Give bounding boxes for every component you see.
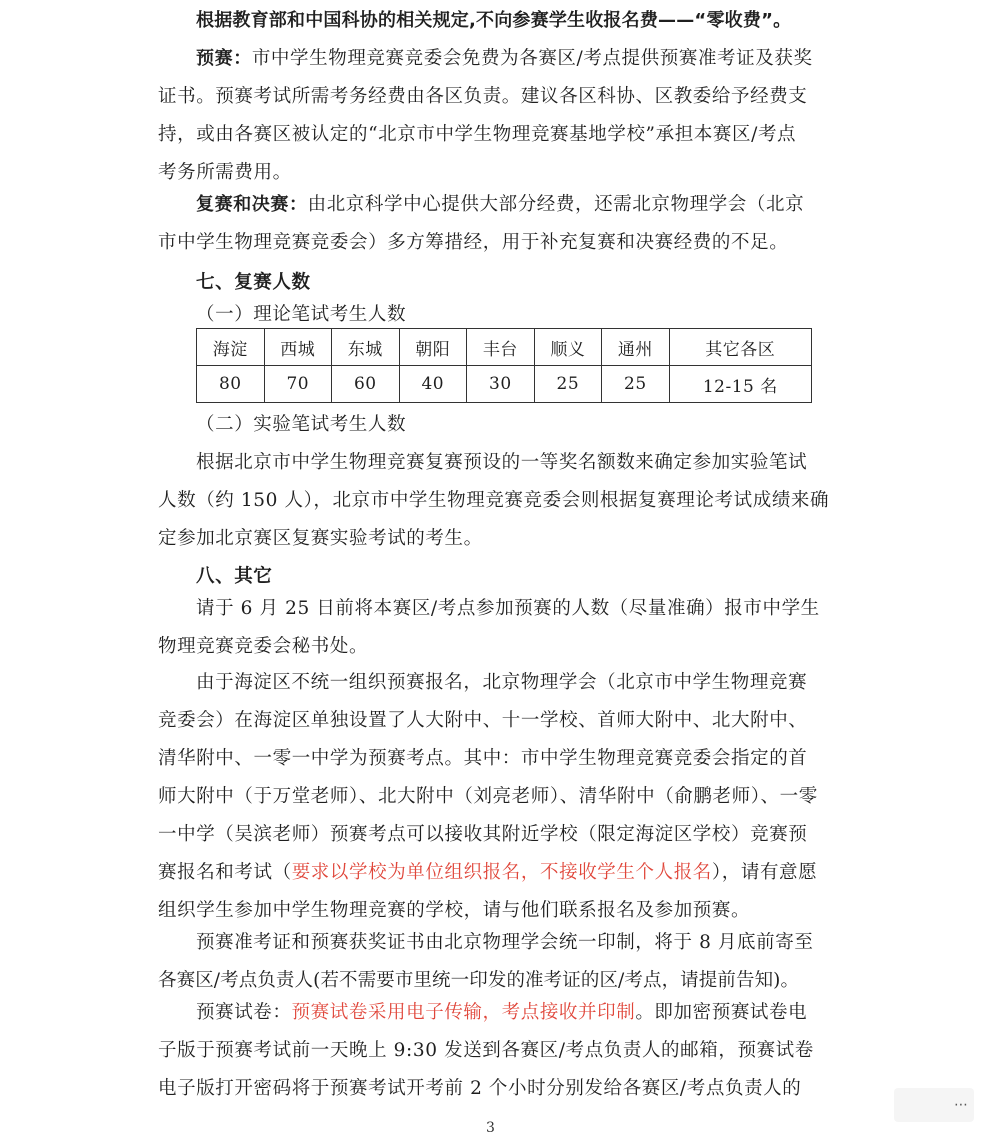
- prelim-line-4: 考务所需费用。: [158, 162, 292, 183]
- table-cell: 30: [467, 366, 535, 403]
- section-7-sub-2: [196, 406, 812, 444]
- prelim-label: 预赛：: [196, 48, 252, 69]
- table-cell: 12-15 名: [669, 366, 811, 403]
- table-cell: 40: [399, 366, 467, 403]
- deadline-line-2: 物理竞赛竞委会秘书处。: [158, 636, 369, 657]
- prelim-line-3: 持，或由各赛区被认定的“北京市中学生物理竞赛基地学校”承担本赛区/考点: [158, 124, 797, 145]
- theory-heading: （一）理论笔试考生人数: [196, 304, 407, 325]
- table-cell: 25: [602, 366, 670, 403]
- lab-line-2: 人数（约 150 人），北京市中学生物理竞赛竞委会则根据复赛理论考试成绩来确: [158, 490, 830, 511]
- haidian-line-3: 清华附中、一零一中学为预赛考点。其中：市中学生物理竞赛竞委会指定的首: [158, 748, 808, 769]
- exam-paper-paragraph: [158, 994, 814, 1108]
- haidian-line-6-start: 赛报名和考试（: [158, 862, 292, 883]
- haidian-line-1: 由于海淀区不统一组织预赛报名，北京物理学会（北京市中学生物理竞赛: [196, 672, 808, 693]
- table-cell: 海淀: [197, 329, 265, 366]
- prelim-line-2: 证书。预赛考试所需考务经费由各区负责。建议各区科协、区教委给予经费支: [158, 86, 808, 107]
- individual-registration-warning: 要求以学校为单位组织报名，不接收学生个人报名: [291, 862, 712, 883]
- page-number: 3: [486, 1120, 495, 1136]
- section-8-title: 八、其它: [196, 566, 273, 587]
- section-7-title: 七、复赛人数: [196, 272, 311, 293]
- haidian-line-2: 竞委会）在海淀区单独设置了人大附中、十一学校、首师大附中、北大附中、: [158, 710, 808, 731]
- electronic-transfer-note: 预赛试卷采用电子传输，考点接收并印制: [291, 1002, 636, 1023]
- final-line-2: 市中学生物理竞赛竞委会）多方筹措经，用于补充复赛和决赛经费的不足。: [158, 232, 789, 253]
- table-cell: 60: [332, 366, 400, 403]
- final-line-1: 由北京科学中心提供大部分经费，还需北京物理学会（北京: [307, 194, 805, 215]
- table-value-row: [197, 366, 812, 403]
- table-cell: 朝阳: [399, 329, 467, 366]
- certificate-line-1: 预赛准考证和预赛获奖证书由北京物理学会统一印制，将于 8 月底前寄至: [196, 932, 814, 953]
- theory-count-table: [196, 328, 812, 403]
- more-dots-icon: ⋯: [954, 1097, 968, 1113]
- exam-paper-line-1-end: 。即加密预赛试卷电: [635, 1002, 808, 1023]
- table-cell: 顺义: [534, 329, 602, 366]
- table-cell: 西城: [264, 329, 332, 366]
- lab-line-3: 定参加北京赛区复赛实验考试的考生。: [158, 528, 483, 549]
- haidian-paragraph: [158, 664, 818, 930]
- fee-notice: [196, 2, 812, 40]
- table-cell: 丰台: [467, 329, 535, 366]
- deadline-line-1: 请于 6 月 25 日前将本赛区/考点参加预赛的人数（尽量准确）报市中学生: [196, 598, 820, 619]
- fee-notice-line: 根据教育部和中国科协的相关规定,不向参赛学生收报名费——“零收费”。: [196, 10, 792, 31]
- table-cell: 通州: [602, 329, 670, 366]
- haidian-line-4: 师大附中（于万堂老师）、北大附中（刘亮老师）、清华附中（俞鹏老师）、一零: [158, 786, 818, 807]
- lab-line-1: 根据北京市中学生物理竞赛复赛预设的一等奖名额数来确定参加实验笔试: [196, 452, 808, 473]
- deadline-paragraph: [158, 590, 820, 666]
- table-header-row: [197, 329, 812, 366]
- haidian-line-6-end: ），请有意愿: [711, 862, 818, 883]
- table-cell: 25: [534, 366, 602, 403]
- exam-paper-line-2: 子版于预赛考试前一天晚上 9:30 发送到各赛区/考点负责人的邮箱，预赛试卷: [158, 1040, 814, 1061]
- exam-paper-label: 预赛试卷：: [196, 1002, 292, 1023]
- exam-paper-line-3: 电子版打开密码将于预赛考试开考前 2 个小时分别发给各赛区/考点负责人的: [158, 1078, 802, 1099]
- more-options-button[interactable]: [894, 1088, 974, 1122]
- table-cell: 80: [197, 366, 265, 403]
- prelim-paragraph: [158, 40, 813, 192]
- table-cell: 东城: [332, 329, 400, 366]
- haidian-line-5: 一中学（吴滨老师）预赛考点可以接收其附近学校（限定海淀区学校）竞赛预: [158, 824, 808, 845]
- final-label: 复赛和决赛：: [196, 194, 308, 215]
- prelim-line-1: 市中学生物理竞赛竞委会免费为各赛区/考点提供预赛准考证及获奖: [251, 48, 813, 69]
- haidian-line-7: 组织学生参加中学生物理竞赛的学校，请与他们联系报名及参加预赛。: [158, 900, 751, 921]
- table-cell: 70: [264, 366, 332, 403]
- lab-heading: （二）实验笔试考生人数: [196, 414, 407, 435]
- final-paragraph: [158, 186, 812, 262]
- table-cell: 其它各区: [669, 329, 811, 366]
- certificate-line-2: 各赛区/考点负责人(若不需要市里统一印发的准考证的区/考点，请提前告知)。: [158, 970, 800, 991]
- lab-paragraph: [158, 444, 830, 558]
- certificate-paragraph: [158, 924, 814, 1000]
